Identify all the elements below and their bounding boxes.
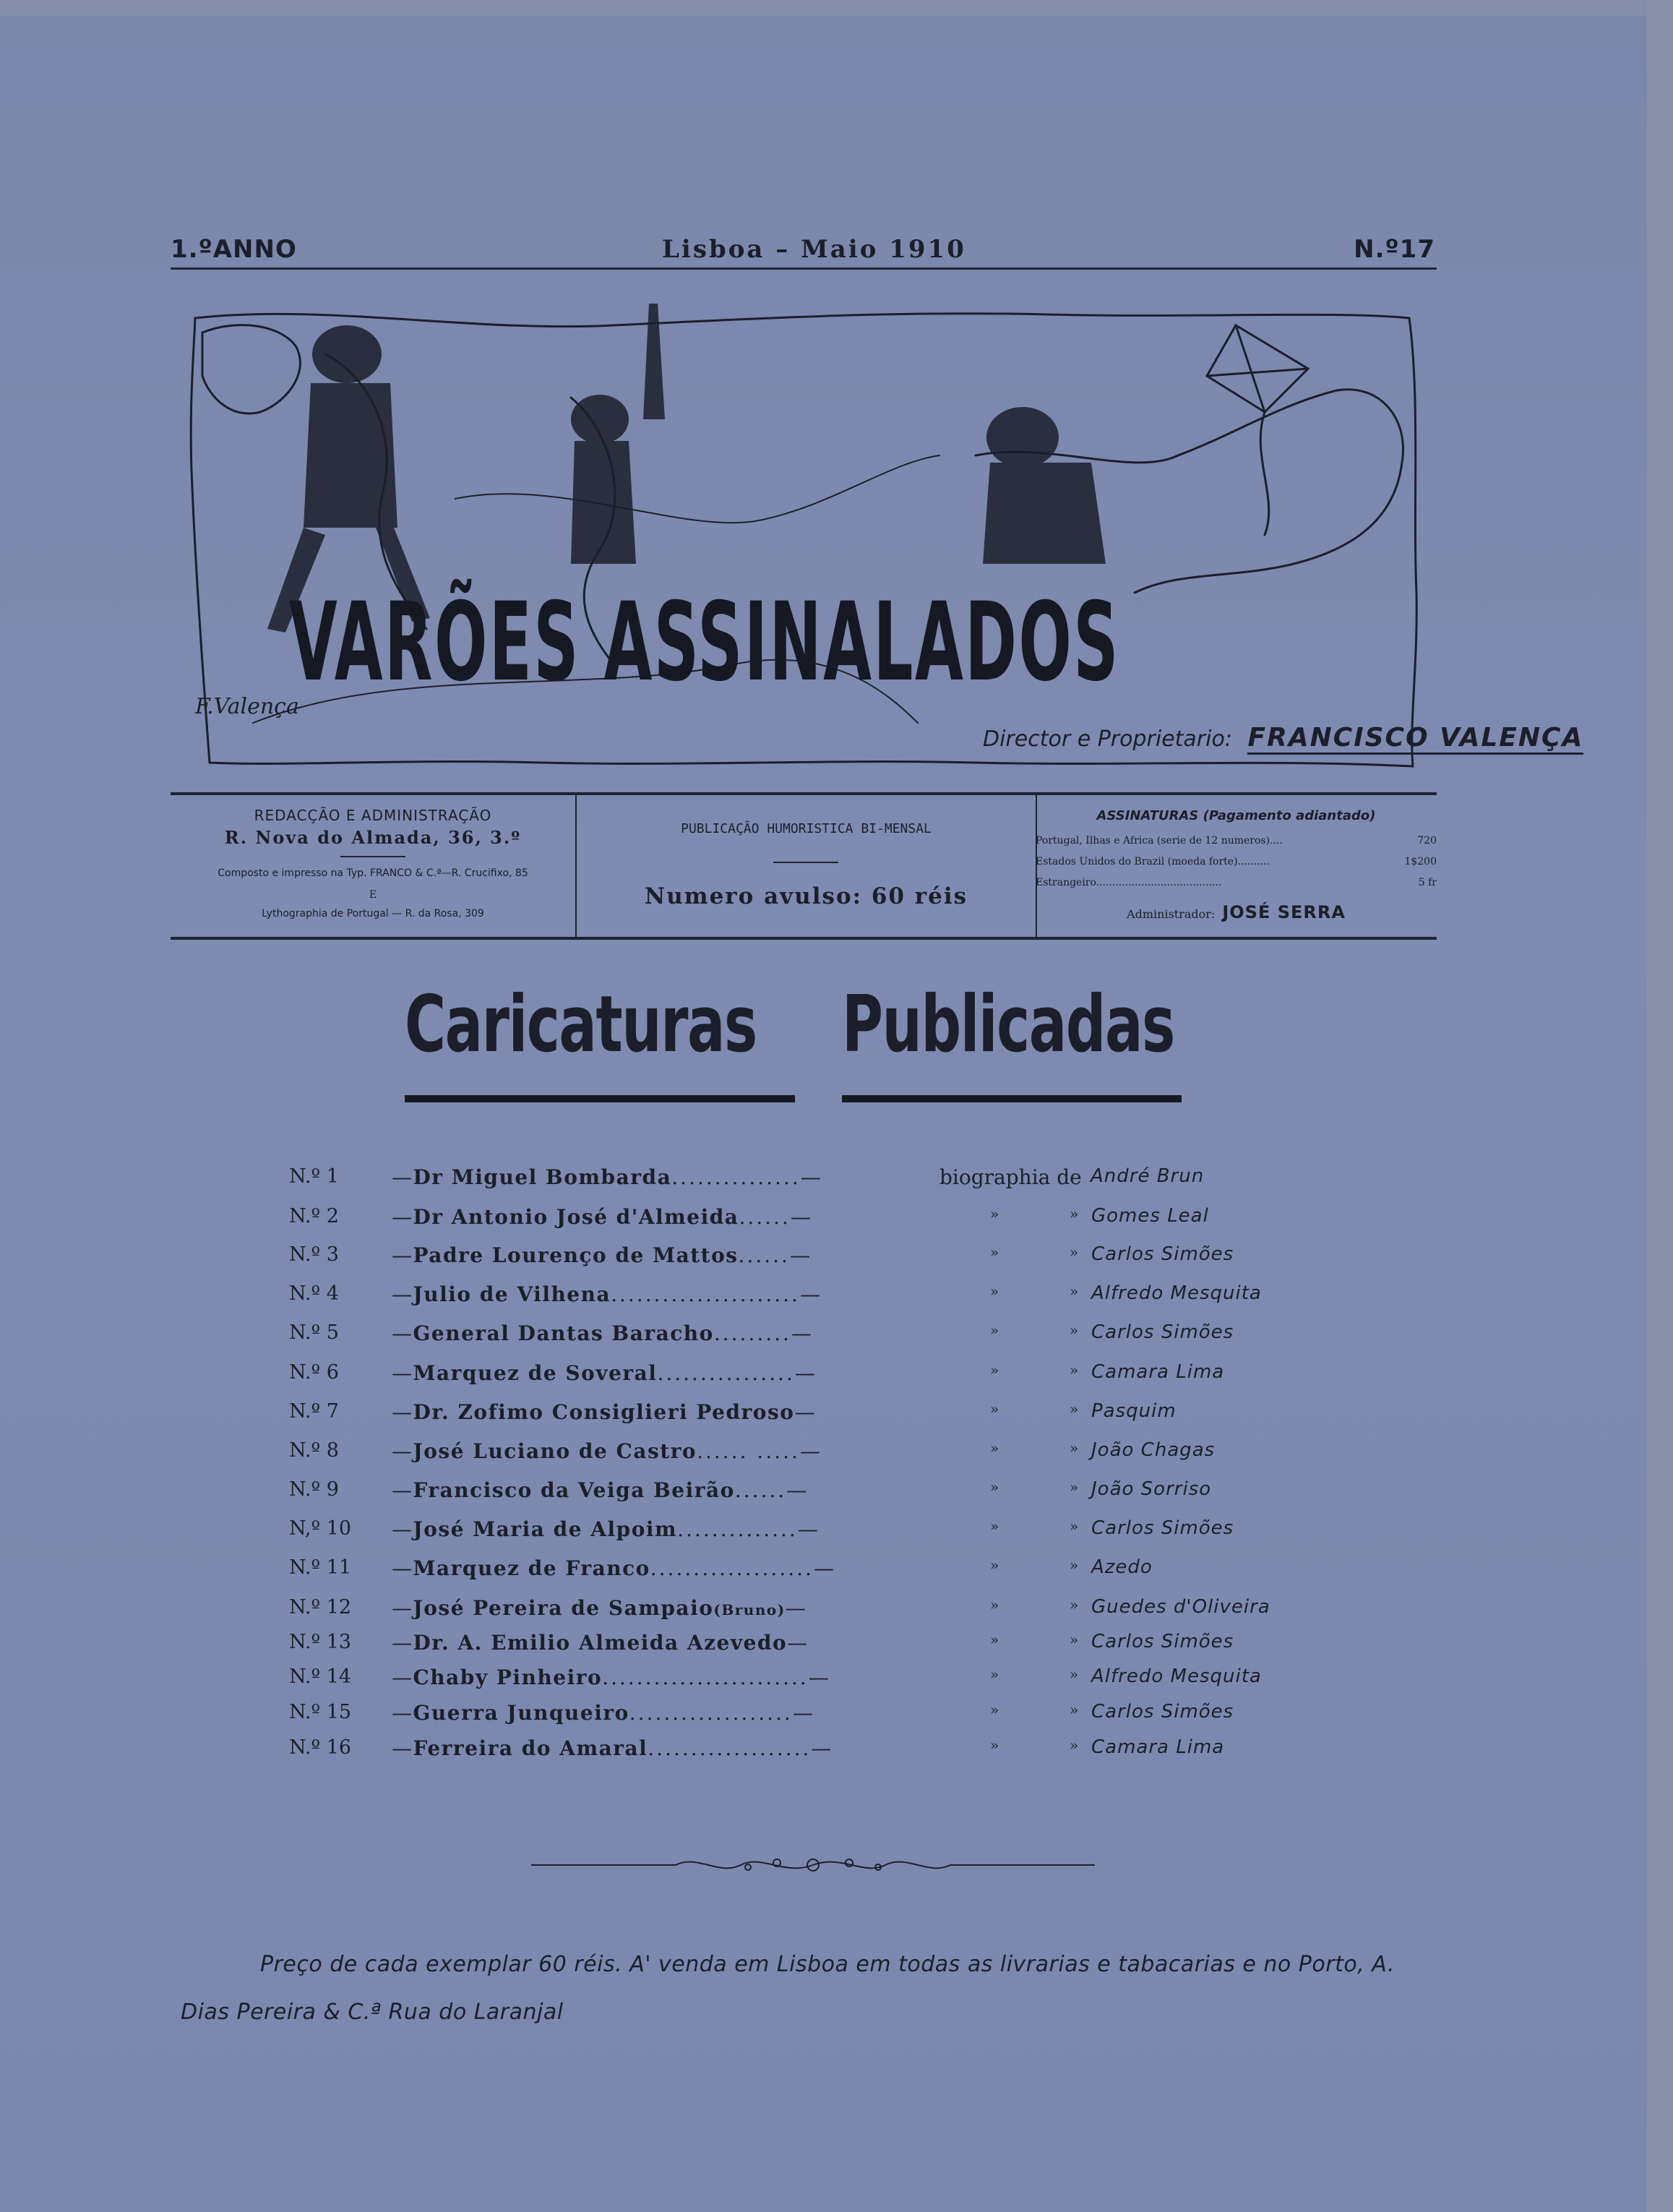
item-number: N.º 12 <box>289 1596 352 1619</box>
ditto-mark: » <box>1070 1517 1079 1535</box>
leader-dots: ...... <box>734 1478 787 1502</box>
dash-separator: — <box>392 1439 413 1463</box>
dash-separator: — <box>392 1556 413 1580</box>
dash-separator: — <box>392 1205 413 1229</box>
title-underline <box>842 1095 1182 1102</box>
figure-left-body <box>304 383 397 528</box>
dash-separator: — <box>794 1361 817 1385</box>
item-number: N.º 6 <box>289 1361 339 1384</box>
item-author: Carlos Simões <box>1091 1243 1234 1265</box>
item-author: Carlos Simões <box>1091 1517 1234 1539</box>
list-item <box>289 1631 1301 1667</box>
item-author: André Brun <box>1091 1165 1205 1187</box>
ditto-mark: » <box>1070 1321 1079 1339</box>
redaccao-separator <box>340 856 405 857</box>
masthead-illustration <box>181 289 1590 781</box>
item-subject: Ferreira do Amaral <box>413 1736 648 1760</box>
ditto-mark: » <box>1070 1478 1079 1496</box>
dash-separator: — <box>392 1321 413 1345</box>
ditto-mark: » <box>1070 1736 1079 1754</box>
ditto-mark: » <box>990 1400 999 1418</box>
biographia-label: biographia de <box>939 1165 1082 1189</box>
leader-dots: ...... <box>739 1205 791 1229</box>
leader-dots: ............... <box>671 1165 801 1189</box>
conjunction: E <box>369 889 377 901</box>
dash-separator: — <box>392 1736 413 1760</box>
footer-line-2: Dias Pereira & C.ª Rua do Laranjal <box>181 1999 564 2025</box>
item-number: N,º 10 <box>289 1517 352 1540</box>
item-number: N.º 2 <box>289 1205 339 1227</box>
masthead <box>181 289 1590 781</box>
dash-separator: — <box>392 1243 413 1267</box>
redaccao-address: R. Nova do Almada, 36, 3.º <box>224 827 522 848</box>
ditto-mark: » <box>1070 1282 1079 1300</box>
leader-dots: ................... <box>648 1736 812 1760</box>
item-author: João Chagas <box>1091 1439 1216 1461</box>
publicacao-separator <box>773 862 838 863</box>
redaccao-column <box>171 795 575 937</box>
dash-separator: — <box>392 1631 413 1655</box>
dash-separator: — <box>797 1517 820 1541</box>
item-author: Gomes Leal <box>1091 1205 1209 1227</box>
item-subject: Francisco da Veiga Beirão <box>413 1478 735 1502</box>
year-label: 1.ºANNO <box>171 235 297 264</box>
dash-separator: — <box>800 1165 822 1189</box>
item-subject: Guerra Junqueiro <box>413 1701 629 1725</box>
item-author: Camara Lima <box>1091 1361 1225 1383</box>
place-date: Lisboa – Maio 1910 <box>662 235 966 264</box>
info-box <box>171 792 1437 940</box>
item-subject: Dr Miguel Bombarda <box>413 1165 672 1189</box>
dash-separator: — <box>794 1400 816 1424</box>
dash-separator: — <box>799 1282 822 1306</box>
item-number: N.º 8 <box>289 1439 339 1462</box>
header-rule <box>171 267 1437 270</box>
list-item <box>289 1282 1301 1319</box>
dash-separator: — <box>790 1205 812 1229</box>
leader-dots: ................... <box>629 1701 793 1725</box>
publicacao-label: PUBLICAÇÃO HUMORISTICA BI-MENSAL <box>681 821 932 836</box>
leader-dots: ................ <box>657 1361 795 1385</box>
administrador-label: Administrador: <box>1127 907 1216 921</box>
item-number: N.º 1 <box>289 1165 339 1188</box>
item-number: N.º 11 <box>289 1556 352 1579</box>
ditto-mark: » <box>1070 1439 1079 1457</box>
item-author: Guedes d'Oliveira <box>1091 1596 1270 1618</box>
ditto-mark: » <box>990 1321 999 1339</box>
title-word-publicadas: Publicadas <box>842 979 1174 1070</box>
list-item <box>289 1556 1301 1592</box>
title-underline <box>405 1095 795 1102</box>
leader-dots: ...................... <box>611 1282 800 1306</box>
ditto-mark: » <box>990 1361 999 1379</box>
composto-line: Composto e impresso na Typ. FRANCO & C.ª—R. Crucifixo, 85 <box>218 867 528 879</box>
ditto-mark: » <box>990 1243 999 1261</box>
item-number: N.º 7 <box>289 1400 339 1423</box>
dash-separator: — <box>392 1165 413 1189</box>
leader-dots: ........................ <box>602 1666 809 1689</box>
dash-separator: — <box>392 1282 413 1306</box>
ditto-mark: » <box>990 1282 999 1300</box>
footer-line-1: Preço de cada exemplar 60 réis. A' venda em Lisboa em todas as livrarias e tabacarias e no Porto, A. <box>260 1952 1395 1977</box>
ditto-mark: » <box>990 1205 999 1222</box>
ditto-mark: » <box>990 1631 999 1648</box>
list-item <box>289 1361 1301 1397</box>
item-subject: José Maria de Alpoim <box>413 1517 678 1541</box>
dash-separator: — <box>785 1596 807 1620</box>
list-item <box>289 1165 1301 1201</box>
dash-separator: — <box>813 1556 835 1580</box>
item-subject: Dr. A. Emilio Almeida Azevedo <box>413 1631 788 1655</box>
ditto-mark: » <box>1070 1243 1079 1261</box>
lithographia-line: Lythographia de Portugal — R. da Rosa, 309 <box>262 908 484 919</box>
item-subject: José Pereira de Sampaio <box>413 1596 714 1620</box>
artist-signature: F.Valença <box>195 694 299 719</box>
ornament-divider <box>531 1847 1095 1883</box>
dash-separator: — <box>792 1701 814 1725</box>
list-item <box>289 1517 1301 1553</box>
item-author: Carlos Simões <box>1091 1631 1234 1652</box>
redaccao-label: REDACÇÃO E ADMINISTRAÇÃO <box>254 807 492 824</box>
list-item <box>289 1478 1301 1514</box>
item-subject: Marquez de Franco <box>413 1556 650 1580</box>
figure-right-head <box>986 407 1059 468</box>
leader-dots: .............. <box>677 1517 798 1541</box>
item-subject: General Dantas Baracho <box>413 1321 714 1345</box>
leader-dots: ...... <box>738 1243 790 1267</box>
director-label: Director e Proprietario: <box>983 726 1232 752</box>
item-subject: Marquez de Soveral <box>413 1361 658 1385</box>
paper-edge-top <box>0 0 1673 16</box>
list-item <box>289 1736 1301 1772</box>
figure-center-head <box>571 395 629 444</box>
list-item <box>289 1205 1301 1241</box>
list-item <box>289 1243 1301 1279</box>
masthead-title: VARÕES ASSINALADOS <box>289 580 1590 706</box>
ornament-flourish-icon <box>531 1847 1095 1883</box>
item-author: João Sorriso <box>1091 1478 1212 1500</box>
dash-separator: — <box>392 1517 413 1541</box>
title-word-caricaturas: Caricaturas <box>405 979 757 1070</box>
item-subject: José Luciano de Castro <box>413 1439 697 1463</box>
item-number: N.º 9 <box>289 1478 339 1501</box>
director-line <box>983 723 1584 759</box>
ditto-mark: » <box>1070 1701 1079 1718</box>
dash-separator: — <box>392 1361 413 1385</box>
item-subject: Padre Lourenço de Mattos <box>413 1243 739 1267</box>
item-number: N.º 13 <box>289 1631 352 1653</box>
item-author: Camara Lima <box>1091 1736 1225 1758</box>
figure-left-head <box>312 325 382 383</box>
leader-dots: ................... <box>650 1556 814 1580</box>
ditto-mark: » <box>990 1666 999 1683</box>
dash-separator: — <box>799 1439 822 1463</box>
figure-center-body <box>571 441 636 564</box>
ditto-mark: » <box>990 1556 999 1574</box>
dash-separator: — <box>789 1243 812 1267</box>
assinaturas-label: ASSINATURAS (Pagamento adiantado) <box>1096 808 1376 823</box>
item-subject: Chaby Pinheiro <box>413 1666 603 1689</box>
footer-note <box>181 1941 1453 2036</box>
ditto-mark: » <box>990 1701 999 1718</box>
item-author: Carlos Simões <box>1091 1701 1234 1723</box>
list-item <box>289 1439 1301 1475</box>
list-item <box>289 1666 1301 1702</box>
list-item <box>289 1701 1301 1737</box>
ditto-mark: » <box>1070 1556 1079 1574</box>
dash-separator: — <box>392 1596 413 1620</box>
item-author: Azedo <box>1091 1556 1153 1578</box>
item-number: N.º 5 <box>289 1321 339 1344</box>
figure-right-body <box>983 463 1106 564</box>
list-item <box>289 1321 1301 1358</box>
dash-separator: — <box>791 1321 813 1345</box>
item-author: Alfredo Mesquita <box>1091 1282 1262 1304</box>
dash-separator: — <box>392 1478 413 1502</box>
item-author: Alfredo Mesquita <box>1091 1666 1262 1687</box>
administrador-name: JOSÉ SERRA <box>1222 902 1346 922</box>
leader-dots: ...... ..... <box>697 1439 800 1463</box>
item-subject: Dr. Zofimo Consiglieri Pedroso <box>413 1400 795 1424</box>
dash-separator: — <box>392 1666 413 1689</box>
item-author: Carlos Simões <box>1091 1321 1234 1343</box>
assinaturas-column: ASSINATURAS (Pagamento adiantado) Portugal, Ilhas e Africa (serie de 12 numeros).... 720 Estados Unidos do Brazil (moeda forte).......... 1$200 Estrangeiro....................................... 5 fr Administrador: JOSÉ SERRA <box>1036 808 1437 922</box>
item-number: N.º 14 <box>289 1666 352 1688</box>
ditto-mark: » <box>990 1517 999 1535</box>
item-number: N.º 15 <box>289 1701 352 1723</box>
item-number: N.º 4 <box>289 1282 339 1305</box>
item-author: Pasquim <box>1091 1400 1177 1422</box>
ditto-mark: » <box>990 1439 999 1457</box>
ditto-mark: » <box>1070 1666 1079 1683</box>
avulso-price: Numero avulso: 60 réis <box>644 883 968 909</box>
page-title <box>405 979 1229 1124</box>
dash-separator: — <box>811 1736 833 1760</box>
ditto-mark: » <box>1070 1400 1079 1418</box>
item-number: N.º 16 <box>289 1736 352 1759</box>
ditto-mark: » <box>990 1596 999 1613</box>
director-name: FRANCISCO VALENÇA <box>1247 723 1583 755</box>
dash-separator: — <box>392 1400 413 1424</box>
map-fragment-left <box>202 325 300 413</box>
ditto-mark: » <box>1070 1361 1079 1379</box>
dash-separator: — <box>787 1631 809 1655</box>
publicacao-column <box>575 795 1037 937</box>
list-item <box>289 1400 1301 1436</box>
ditto-mark: » <box>1070 1631 1079 1648</box>
item-subject-note: (Bruno) <box>713 1601 786 1619</box>
dash-separator: — <box>392 1701 413 1725</box>
ditto-mark: » <box>1070 1596 1079 1613</box>
dash-separator: — <box>808 1666 830 1689</box>
list-item <box>289 1596 1301 1632</box>
administrador-line <box>1036 902 1437 922</box>
item-number: N.º 3 <box>289 1243 339 1266</box>
leader-dots: ......... <box>713 1321 791 1345</box>
item-subject: Julio de Vilhena <box>413 1282 611 1306</box>
item-subject: Dr Antonio José d'Almeida <box>413 1205 739 1229</box>
ditto-mark: » <box>990 1478 999 1496</box>
ditto-mark: » <box>990 1736 999 1754</box>
dash-separator: — <box>786 1478 808 1502</box>
paper-edge-right <box>1647 0 1673 2212</box>
issue-number: N.º17 <box>1354 235 1435 264</box>
ditto-mark: » <box>1070 1205 1079 1222</box>
